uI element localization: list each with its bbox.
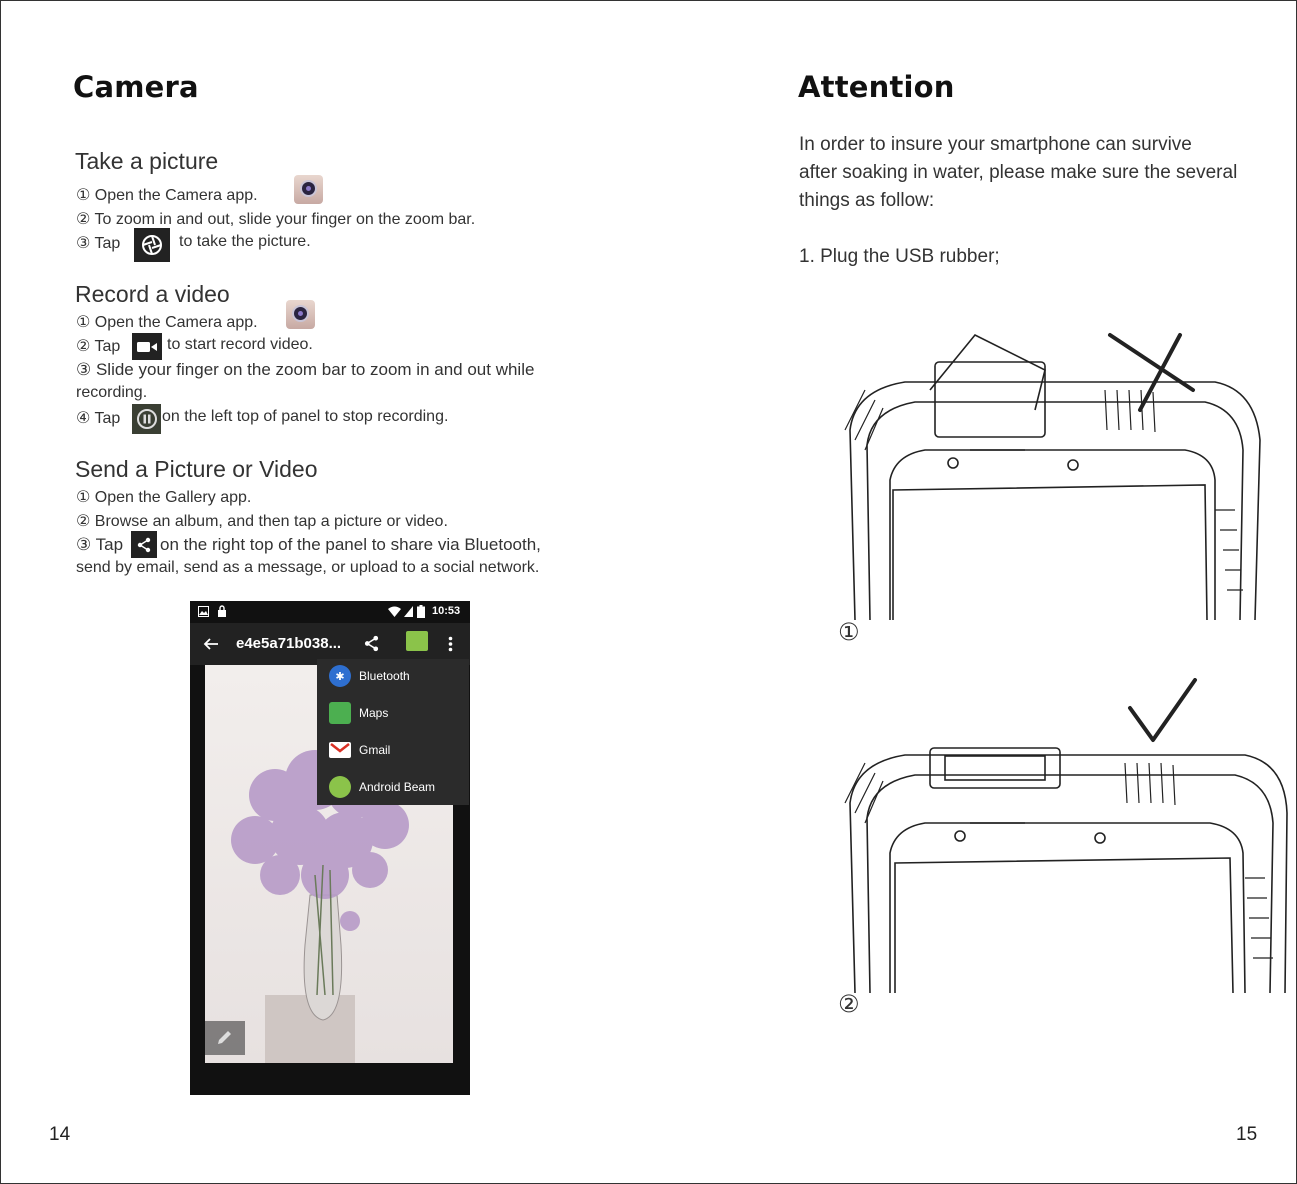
step-tap: ③ Tap bbox=[76, 235, 121, 252]
gmail-icon bbox=[329, 742, 351, 758]
android-icon bbox=[329, 776, 351, 798]
wifi-icon bbox=[388, 606, 401, 617]
heading-record-video: Record a video bbox=[75, 281, 230, 307]
back-arrow-icon[interactable] bbox=[203, 636, 219, 652]
battery-icon bbox=[417, 605, 425, 618]
file-title: e4e5a71b038... bbox=[236, 635, 342, 652]
heading-take-picture: Take a picture bbox=[75, 148, 219, 174]
share-menu-label: Android Beam bbox=[359, 780, 436, 794]
share-menu-item-bluetooth[interactable] bbox=[329, 661, 410, 691]
lock-icon bbox=[217, 605, 227, 617]
step-open-gallery: ① Open the Gallery app. bbox=[76, 489, 252, 506]
step-stop-recording-text: on the left top of panel to stop recording. bbox=[162, 408, 449, 425]
step-tap-pause: ④ Tap bbox=[76, 410, 121, 427]
step-zoom: ② To zoom in and out, slide your finger on the zoom bar. bbox=[76, 211, 476, 228]
step-open-camera-video: ① Open the Camera app. bbox=[76, 314, 258, 331]
step-take-picture-text: to take the picture. bbox=[179, 233, 311, 250]
intro-line-3: things as follow: bbox=[799, 190, 935, 211]
step-plug-usb: 1. Plug the USB rubber; bbox=[799, 246, 1000, 267]
status-time: 10:53 bbox=[432, 605, 461, 617]
heading-send-picture: Send a Picture or Video bbox=[75, 456, 318, 482]
page-number-right: 15 bbox=[1236, 1124, 1258, 1145]
camera-app-icon bbox=[294, 175, 323, 204]
pause-icon bbox=[132, 404, 161, 434]
step-tap-video: ② Tap bbox=[76, 338, 121, 355]
messaging-icon[interactable] bbox=[406, 631, 428, 651]
edit-pencil-icon[interactable] bbox=[205, 1021, 245, 1055]
page-number-left: 14 bbox=[49, 1124, 71, 1145]
step-zoom-video: ③ Slide your finger on the zoom bar to zoom in and out while bbox=[76, 360, 535, 379]
video-camera-icon bbox=[132, 333, 162, 360]
check-mark-icon bbox=[1130, 680, 1195, 740]
cross-mark-icon bbox=[1110, 335, 1193, 410]
figure-label-1: ① bbox=[838, 619, 860, 646]
page-title-camera: Camera bbox=[73, 70, 199, 104]
step-zoom-video-cont: recording. bbox=[76, 384, 148, 401]
share-menu bbox=[317, 659, 469, 805]
share-menu-item-maps[interactable] bbox=[329, 698, 388, 728]
image-icon bbox=[198, 606, 209, 617]
step-browse-album: ② Browse an album, and then tap a picture or video. bbox=[76, 513, 448, 530]
more-options-icon[interactable] bbox=[448, 636, 453, 652]
step-start-record-text: to start record video. bbox=[167, 336, 313, 353]
figure-label-2: ② bbox=[838, 991, 860, 1018]
share-menu-item-android-beam[interactable] bbox=[329, 772, 435, 802]
phone-usb-closed-illustration bbox=[835, 678, 1290, 993]
share-menu-label: Gmail bbox=[359, 743, 391, 757]
status-bar bbox=[190, 601, 470, 623]
step-open-camera: ① Open the Camera app. bbox=[76, 187, 258, 204]
share-menu-item-gmail[interactable] bbox=[329, 735, 390, 765]
share-icon[interactable] bbox=[363, 635, 380, 652]
share-menu-label: Bluetooth bbox=[359, 669, 410, 683]
step-tap-share: ③ Tap bbox=[76, 535, 124, 554]
intro-line-1: In order to insure your smartphone can survive bbox=[799, 134, 1192, 155]
intro-line-2: after soaking in water, please make sure the several bbox=[799, 162, 1238, 183]
step-share-text-cont: send by email, send as a message, or upload to a social network. bbox=[76, 559, 540, 576]
bluetooth-icon: ✱ bbox=[329, 665, 351, 687]
phone-usb-open-illustration bbox=[835, 330, 1265, 620]
bottom-bar bbox=[190, 1063, 470, 1095]
share-menu-label: Maps bbox=[359, 706, 389, 720]
step-share-text: on the right top of the panel to share via Bluetooth, bbox=[160, 535, 541, 554]
shutter-icon bbox=[134, 228, 170, 262]
camera-app-icon bbox=[286, 300, 315, 329]
maps-icon bbox=[329, 702, 351, 724]
signal-icon bbox=[404, 606, 413, 617]
phone-screenshot bbox=[190, 601, 470, 1095]
page-title-attention: Attention bbox=[798, 70, 955, 104]
share-icon bbox=[131, 531, 157, 558]
